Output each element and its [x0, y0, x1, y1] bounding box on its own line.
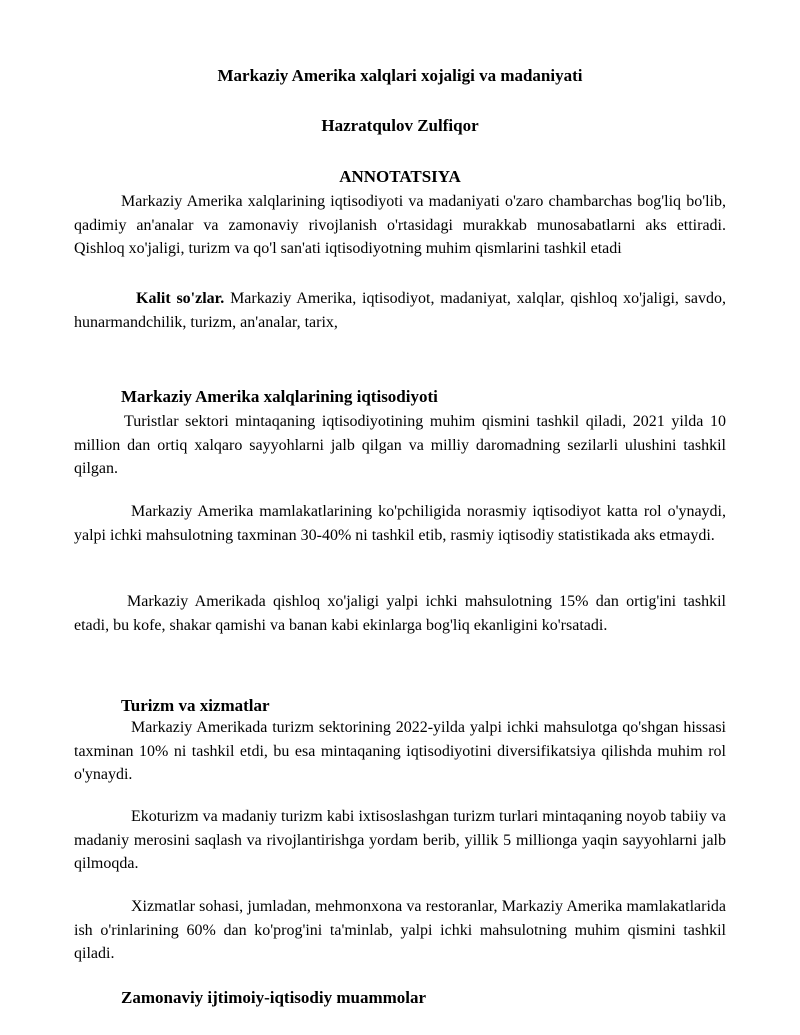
document-author: Hazratqulov Zulfiqor: [321, 116, 479, 135]
paragraph: Xizmatlar sohasi, jumladan, mehmonxona va restoranlar, Markaziy Amerika mamlakatlarida ish o'rinlarining 60% dan ko'prog'ini ta'minlab, yalpi ichki mahsulotning muhim qismini tashkil qiladi.: [74, 898, 726, 962]
annotation-heading: ANNOTATSIYA: [339, 167, 461, 186]
paragraph: Markaziy Amerikada turizm sektorining 2022-yilda yalpi ichki mahsulotga qo'shgan hissasi taxminan 10% ni tashkil etdi, bu esa mintaqaning iqtisodiyotini diversifikatsiya qilishda muhim rol o'ynaydi.: [74, 719, 726, 783]
annotation-paragraph: Markaziy Amerika xalqlarining iqtisodiyoti va madaniyati o'zaro chambarchas bog'liq bo'lib, qadimiy an'analar va zamonaviy rivojlanish o'rtasidagi murakkab munosabatlarni aks ettiradi. Qishloq xo'jaligi, turizm va qo'l san'ati iqtisodiyotning muhim qismlarini tashkil etadi: [74, 193, 726, 257]
keywords-label: Kalit so'zlar.: [136, 290, 225, 307]
document-title: Markaziy Amerika xalqlari xojaligi va madaniyati: [217, 66, 583, 85]
paragraph: Turistlar sektori mintaqaning iqtisodiyotining muhim qismini tashkil qiladi, 2021 yilda 10 million dan ortiq xalqaro sayyohlarni jalb qilgan va milliy daromadning sezilarli ulushini tashkil qilgan.: [74, 413, 726, 477]
paragraph: Markaziy Amerika mamlakatlarining ko'pchiligida norasmiy iqtisodiyot katta rol o'ynaydi, yalpi ichki mahsulotning taxminan 30-40% ni tashkil etib, rasmiy iqtisodiy statistikada aks etmaydi.: [74, 503, 726, 544]
paragraph: Markaziy Amerikada qishloq xo'jaligi yalpi ichki mahsulotning 15% dan ortig'ini tashkil etadi, bu kofe, shakar qamishi va banan kabi ekinlarga bog'liq ekanligini ko'rsatadi.: [74, 593, 726, 634]
section-heading: Turizm va xizmatlar: [121, 696, 270, 715]
keywords-text: Markaziy Amerika, iqtisodiyot, madaniyat, xalqlar, qishloq xo'jaligi, savdo, hunarmandchilik, turizm, an'analar, tarix,: [74, 290, 727, 331]
section-heading: Zamonaviy ijtimoiy-iqtisodiy muammolar: [121, 988, 427, 1007]
keywords-paragraph: [74, 287, 726, 334]
paragraph: Ekoturizm va madaniy turizm kabi ixtisoslashgan turizm turlari mintaqaning noyob tabiiy va madaniy merosini saqlash va rivojlantirishga yordam berib, yillik 5 millionga yaqin sayyohlarni jalb qilmoqda.: [74, 808, 726, 872]
section-heading: Markaziy Amerika xalqlarining iqtisodiyoti: [121, 387, 438, 406]
